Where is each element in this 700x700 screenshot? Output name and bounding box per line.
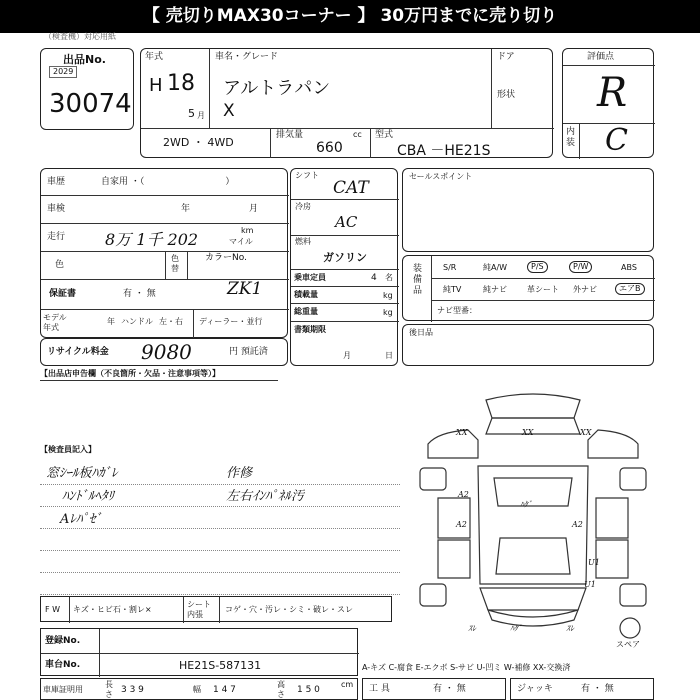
handle-label: ハンドル: [121, 317, 153, 326]
history-box: [40, 168, 288, 338]
displacement-label: 排気量: [276, 130, 304, 140]
docs-label: 書類期限: [294, 325, 326, 334]
recycle-box: [40, 338, 288, 366]
equip-tv: 純TV: [443, 285, 462, 294]
banner: 【 売切りMAX30コーナー 】 30万円までに売り切り: [0, 0, 700, 33]
fw-label: F W: [45, 605, 61, 614]
after-box: [402, 324, 654, 366]
equip-airbag: エアB: [615, 283, 645, 295]
length-value: 3 3 9: [121, 685, 144, 695]
equip-navi: 純ナビ: [483, 285, 507, 294]
jack-value: 有 ・ 無: [581, 684, 614, 694]
shift-value: CAT: [333, 178, 369, 198]
history-label: 車歴: [47, 177, 66, 187]
docs-day: 日: [385, 351, 393, 360]
chassis-label: 車台No.: [45, 660, 81, 670]
sales-box: [402, 168, 654, 252]
damage-legend: A-キズ C-腐食 E-エクボ S-サビ U-凹ミ W-補修 XX-交換済: [362, 663, 571, 672]
capacity-label: 乗車定員: [294, 273, 326, 282]
mark-xx-2: XX: [522, 428, 534, 437]
spare-label: スペア: [616, 640, 640, 649]
recycle-value: 9080: [141, 340, 192, 364]
model-type: CBA －HE21S: [397, 143, 491, 159]
weight-unit: kg: [383, 308, 393, 317]
weight-label: 総重量: [294, 307, 318, 316]
handle-value: 左・右: [159, 317, 183, 326]
scratch-label: キズ・ヒビ石・割レ×: [73, 605, 152, 614]
fuel-label: 燃料: [295, 237, 311, 246]
month-unit: 月: [197, 111, 205, 120]
era: H: [149, 75, 163, 96]
color-label: 色: [55, 260, 65, 270]
mark-xx-1: XX: [456, 428, 468, 437]
width-value: 1 4 7: [213, 685, 236, 695]
after-label: 後日品: [409, 328, 433, 337]
car-name: アルトラパン: [223, 78, 331, 99]
width-label: 幅: [193, 685, 201, 694]
recycle-label: リサイクル料金: [47, 347, 109, 357]
color-no-label: カラーNo.: [205, 253, 247, 263]
drive: 2WD ・ 4WD: [163, 136, 234, 149]
interior-label: 内装: [566, 127, 576, 148]
lot-label: 出品No.: [63, 53, 106, 66]
lot-box: [40, 48, 134, 130]
inspector-label: 【検査員記入】: [40, 445, 96, 454]
seat-label: シート内張: [187, 600, 211, 619]
inspection-label: 車検: [47, 204, 66, 214]
mark-hage-1: ﾊｹﾞ: [520, 500, 532, 509]
mark-sure-2: ｽﾚ: [566, 624, 574, 633]
km-label: km: [241, 226, 254, 235]
check-row: [40, 596, 392, 622]
top-label: （検査機）対応用紙: [44, 32, 116, 41]
cert-row: [40, 678, 358, 700]
equip-pw: P/W: [569, 261, 592, 273]
dealer-label: ディーラー・並行: [199, 317, 263, 326]
inspection-year-unit: 年: [181, 204, 191, 214]
equipment-label: 装備品: [413, 264, 423, 296]
year: 18: [167, 71, 195, 96]
color-no: ZK1: [227, 279, 263, 299]
chassis-value: HE21S-587131: [179, 659, 262, 672]
mark-a2-2: A2: [456, 520, 467, 529]
displacement: 660: [316, 140, 343, 156]
note-right-1: 作修: [226, 466, 253, 481]
sales-label: セールスポイント: [409, 172, 473, 181]
grade-score: R: [597, 70, 628, 116]
reg-label: 登録No.: [45, 636, 81, 646]
mark-xx-3: XX: [580, 428, 592, 437]
equip-abs: ABS: [621, 263, 637, 272]
shift-label: シフト: [295, 171, 319, 180]
fuel-value: ガソリン: [323, 251, 367, 264]
load-unit: kg: [383, 291, 393, 300]
jack-label: ジャッキ: [517, 684, 553, 694]
month: 5: [188, 107, 195, 120]
lot-sub: 2029: [49, 66, 77, 78]
lot-number: 30074: [49, 89, 132, 119]
recycle-unit: 円 預託済: [229, 347, 268, 357]
mile-label: マイル: [229, 237, 253, 246]
height-label: 高さ: [277, 680, 285, 699]
warranty-label: 保証書: [49, 289, 77, 299]
tools-value: 有 ・ 無: [433, 684, 466, 694]
jack-box: [510, 678, 654, 700]
capacity-value: 4: [371, 273, 377, 283]
mark-u1-1: U1: [588, 558, 600, 567]
navi-label: ナビ型番：: [437, 306, 477, 315]
mileage-value: 8万 1千 202: [105, 230, 199, 249]
color-change-label: 色替: [171, 254, 179, 273]
model-year-label: モデル年式: [43, 313, 67, 332]
length-label: 長さ: [105, 680, 113, 699]
load-label: 積載量: [294, 290, 318, 299]
tools-box: [362, 678, 506, 700]
equip-aw: 純A/W: [483, 263, 508, 272]
height-value: 1 5 0: [297, 685, 320, 695]
model-year-unit: 年: [107, 317, 115, 326]
header-table: [140, 48, 553, 158]
mark-a2-3: A2: [572, 520, 583, 529]
registration-table: [40, 628, 358, 676]
mileage-label: 走行: [47, 232, 66, 242]
ac-label: 冷房: [295, 202, 311, 211]
mark-sure-1: ｽﾚ: [468, 624, 476, 633]
seat-detail: コゲ・穴・汚レ・シミ・破レ・スレ: [225, 605, 353, 614]
ac-value: AC: [335, 213, 358, 231]
cm-label: cm: [341, 680, 354, 689]
type-label: 型式: [375, 130, 394, 140]
shape-label: 形状: [497, 90, 516, 100]
grade-score-label: 評価点: [587, 52, 615, 62]
note-left-1: 窓ｼｰﾙ板ﾊｶﾞﾚ: [46, 466, 118, 481]
cert-label: 車庫証明用: [43, 685, 83, 694]
equip-sr: S/R: [443, 263, 457, 272]
warranty-value: 有 ・ 無: [123, 289, 156, 299]
mark-hage-2: ﾊｹﾞ: [510, 624, 522, 633]
equip-ps: P/S: [527, 261, 548, 273]
cc-label: cc: [353, 130, 362, 139]
year-label: 年式: [145, 52, 164, 62]
name-label: 車名・グレード: [215, 52, 279, 62]
tools-label: 工 具: [369, 684, 390, 694]
note-left-3: Aﾚﾊﾟｾﾞ: [60, 512, 102, 527]
mark-a2-1: A2: [458, 490, 469, 499]
inspection-month-unit: 月: [249, 204, 259, 214]
report-label: 【出品店申告欄（不良箇所・欠品・注意事項等）】: [40, 369, 220, 378]
door-label: ドア: [497, 52, 515, 62]
equipment-box: [402, 255, 654, 321]
note-left-2: ﾊﾝﾄﾞﾙﾍﾀﾘ: [62, 489, 114, 504]
docs-month: 月: [343, 351, 351, 360]
capacity-unit: 名: [385, 273, 393, 282]
equip-ext-navi: 外ナビ: [573, 285, 597, 294]
history-value: 自家用 ・（ ）: [101, 177, 235, 187]
equip-leather: 革シート: [527, 285, 559, 294]
specs-box: [290, 168, 398, 366]
score-box: [562, 48, 654, 158]
mark-u1-2: U1: [584, 580, 596, 589]
note-right-2: 左右ｲﾝﾊﾟﾈﾙ汚: [226, 489, 305, 504]
grade: X: [223, 101, 235, 121]
interior-score: C: [605, 123, 628, 158]
